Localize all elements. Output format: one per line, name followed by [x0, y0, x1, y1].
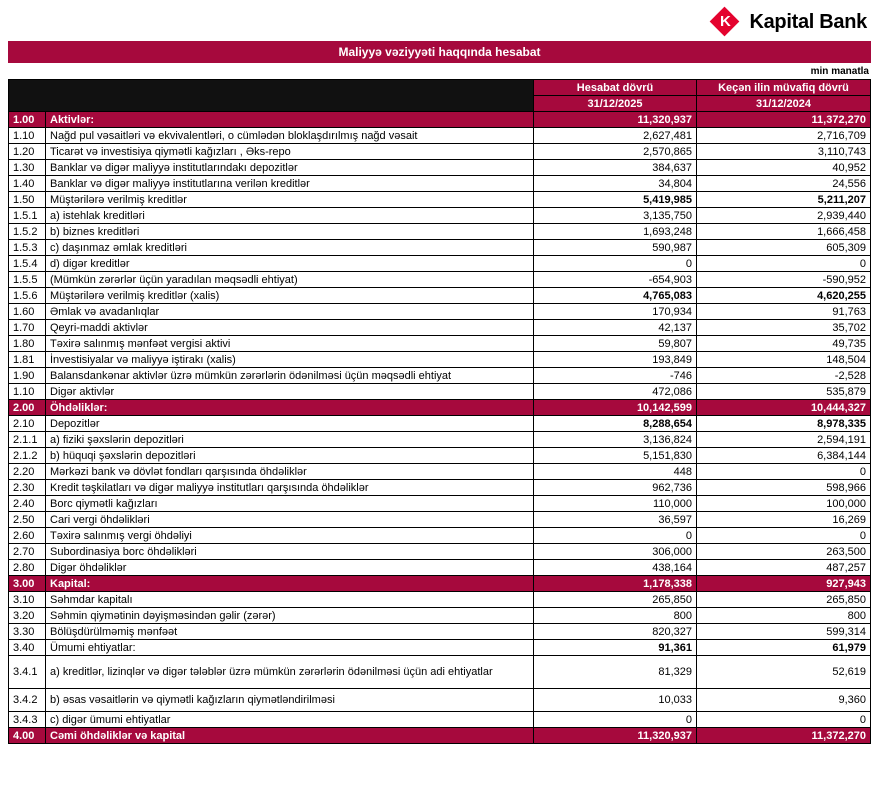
row-code: 1.5.3 — [9, 240, 46, 256]
row-code: 1.90 — [9, 368, 46, 384]
row-value-current: 10,142,599 — [534, 400, 697, 416]
row-name: Subordinasiya borc öhdəlikləri — [46, 544, 534, 560]
row-name: Nağd pul vəsaitləri və ekvivalentləri, o cümlədən bloklaşdırılmış nağd vəsait — [46, 128, 534, 144]
row-value-previous: 6,384,144 — [697, 448, 871, 464]
row-name: c) digər ümumi ehtiyatlar — [46, 712, 534, 728]
row-value-previous: 0 — [697, 528, 871, 544]
table-row — [9, 304, 871, 320]
row-name: Cəmi öhdəliklər və kapital — [46, 728, 534, 744]
table-row — [9, 640, 871, 656]
unit-note: min manatla — [810, 66, 869, 77]
row-code: 3.40 — [9, 640, 46, 656]
row-code: 1.80 — [9, 336, 46, 352]
row-value-previous: 61,979 — [697, 640, 871, 656]
row-code: 2.70 — [9, 544, 46, 560]
row-code: 1.10 — [9, 128, 46, 144]
table-row — [9, 608, 871, 624]
row-value-current: 590,987 — [534, 240, 697, 256]
row-code: 3.00 — [9, 576, 46, 592]
row-code: 2.30 — [9, 480, 46, 496]
row-name: Bölüşdürülməmiş mənfəət — [46, 624, 534, 640]
row-code: 1.10 — [9, 384, 46, 400]
row-value-previous: 100,000 — [697, 496, 871, 512]
table-row — [9, 144, 871, 160]
row-name: Əmlak və avadanlıqlar — [46, 304, 534, 320]
row-value-previous: 16,269 — [697, 512, 871, 528]
row-value-previous: 0 — [697, 464, 871, 480]
row-name: Ticarət və investisiya qiymətli kağızları , Əks-repo — [46, 144, 534, 160]
row-name: Mərkəzi bank və dövlət fondları qarşısında öhdəliklər — [46, 464, 534, 480]
row-value-current: 4,765,083 — [534, 288, 697, 304]
table-row — [9, 224, 871, 240]
row-value-previous: 40,952 — [697, 160, 871, 176]
row-value-previous: 265,850 — [697, 592, 871, 608]
row-code: 1.5.6 — [9, 288, 46, 304]
row-value-current: 800 — [534, 608, 697, 624]
table-row — [9, 576, 871, 592]
col-header-previous-date: 31/12/2024 — [697, 96, 871, 112]
row-name: b) biznes kreditləri — [46, 224, 534, 240]
row-value-previous: 11,372,270 — [697, 728, 871, 744]
row-name: c) daşınmaz əmlak kreditləri — [46, 240, 534, 256]
table-row — [9, 176, 871, 192]
row-value-previous: 11,372,270 — [697, 112, 871, 128]
row-name: Digər aktivlər — [46, 384, 534, 400]
row-code: 2.20 — [9, 464, 46, 480]
table-row — [9, 160, 871, 176]
row-value-previous: 5,211,207 — [697, 192, 871, 208]
report-title: Maliyyə vəziyyəti haqqında hesabat — [338, 45, 541, 59]
table-row — [9, 352, 871, 368]
row-code: 3.4.2 — [9, 689, 46, 712]
row-value-current: 91,361 — [534, 640, 697, 656]
row-code: 1.40 — [9, 176, 46, 192]
row-name: d) digər kreditlər — [46, 256, 534, 272]
row-value-previous: 599,314 — [697, 624, 871, 640]
row-value-current: 820,327 — [534, 624, 697, 640]
table-row — [9, 272, 871, 288]
table-row — [9, 432, 871, 448]
row-value-current: 34,804 — [534, 176, 697, 192]
row-value-previous: 927,943 — [697, 576, 871, 592]
col-header-current-period: Hesabat dövrü — [534, 80, 697, 96]
row-value-current: 2,627,481 — [534, 128, 697, 144]
row-code: 2.80 — [9, 560, 46, 576]
row-value-previous: 1,666,458 — [697, 224, 871, 240]
row-value-current: 265,850 — [534, 592, 697, 608]
row-value-current: 42,137 — [534, 320, 697, 336]
row-value-current: 0 — [534, 712, 697, 728]
table-row — [9, 712, 871, 728]
row-name: Kapital: — [46, 576, 534, 592]
table-row — [9, 288, 871, 304]
table-header-row-period — [9, 80, 871, 96]
row-code: 3.30 — [9, 624, 46, 640]
row-name: Öhdəliklər: — [46, 400, 534, 416]
table-row — [9, 112, 871, 128]
table-row — [9, 656, 871, 689]
row-code: 1.30 — [9, 160, 46, 176]
row-value-current: -746 — [534, 368, 697, 384]
table-row — [9, 592, 871, 608]
row-value-current: 0 — [534, 528, 697, 544]
row-value-current: 81,329 — [534, 656, 697, 689]
table-row — [9, 208, 871, 224]
row-code: 1.5.2 — [9, 224, 46, 240]
row-value-previous: 4,620,255 — [697, 288, 871, 304]
row-value-current: 36,597 — [534, 512, 697, 528]
row-code: 1.00 — [9, 112, 46, 128]
row-value-current: 472,086 — [534, 384, 697, 400]
row-name: b) hüquqi şəxslərin depozitləri — [46, 448, 534, 464]
row-name: Banklar və digər maliyyə institutlarındakı depozitlər — [46, 160, 534, 176]
row-value-current: 3,136,824 — [534, 432, 697, 448]
table-row — [9, 192, 871, 208]
row-value-previous: 2,594,191 — [697, 432, 871, 448]
row-code: 1.5.1 — [9, 208, 46, 224]
row-code: 3.10 — [9, 592, 46, 608]
row-value-previous: -2,528 — [697, 368, 871, 384]
row-value-current: 0 — [534, 256, 697, 272]
report-title-bar — [8, 41, 871, 63]
row-code: 1.5.5 — [9, 272, 46, 288]
row-value-previous: 24,556 — [697, 176, 871, 192]
row-name: Səhmdar kapitalı — [46, 592, 534, 608]
row-code: 4.00 — [9, 728, 46, 744]
row-code: 3.20 — [9, 608, 46, 624]
row-value-previous: 3,110,743 — [697, 144, 871, 160]
table-row — [9, 320, 871, 336]
row-value-previous: 598,966 — [697, 480, 871, 496]
row-name: Təxirə salınmış vergi öhdəliyi — [46, 528, 534, 544]
row-name: a) kreditlər, lizinqlər və digər tələblər üzrə mümkün zərərlərin ödənilməsi üçün adi ehtiyatlar — [46, 656, 534, 689]
table-corner-cell — [9, 80, 534, 112]
kapital-bank-diamond-icon — [710, 7, 740, 37]
row-value-current: 110,000 — [534, 496, 697, 512]
row-value-previous: 8,978,335 — [697, 416, 871, 432]
row-name: Cari vergi öhdəlikləri — [46, 512, 534, 528]
table-row — [9, 528, 871, 544]
row-code: 2.10 — [9, 416, 46, 432]
table-row — [9, 624, 871, 640]
row-value-current: 59,807 — [534, 336, 697, 352]
row-code: 1.20 — [9, 144, 46, 160]
col-header-previous-period: Keçən ilin müvafiq dövrü — [697, 80, 871, 96]
row-value-previous: 10,444,327 — [697, 400, 871, 416]
row-code: 2.1.1 — [9, 432, 46, 448]
table-row — [9, 336, 871, 352]
row-code: 2.50 — [9, 512, 46, 528]
table-row — [9, 400, 871, 416]
row-name: Digər öhdəliklər — [46, 560, 534, 576]
row-code: 2.00 — [9, 400, 46, 416]
row-name: İnvestisiyalar və maliyyə iştirakı (xalis) — [46, 352, 534, 368]
table-row — [9, 560, 871, 576]
row-value-previous: 49,735 — [697, 336, 871, 352]
row-code: 2.60 — [9, 528, 46, 544]
col-header-current-date: 31/12/2025 — [534, 96, 697, 112]
row-value-previous: 9,360 — [697, 689, 871, 712]
bank-name: Kapital Bank — [749, 10, 867, 33]
row-code: 1.60 — [9, 304, 46, 320]
row-name: Banklar və digər maliyyə institutlarına verilən kreditlər — [46, 176, 534, 192]
row-code: 1.70 — [9, 320, 46, 336]
row-name: Aktivlər: — [46, 112, 534, 128]
row-name: Müştərilərə verilmiş kreditlər (xalis) — [46, 288, 534, 304]
row-code: 3.4.3 — [9, 712, 46, 728]
row-name: Kredit təşkilatları və digər maliyyə institutları qarşısında öhdəliklər — [46, 480, 534, 496]
table-row — [9, 512, 871, 528]
row-name: Depozitlər — [46, 416, 534, 432]
row-value-current: 1,178,338 — [534, 576, 697, 592]
row-value-previous: 605,309 — [697, 240, 871, 256]
table-row — [9, 416, 871, 432]
row-value-previous: 535,879 — [697, 384, 871, 400]
table-row — [9, 464, 871, 480]
row-value-current: 962,736 — [534, 480, 697, 496]
row-value-previous: 2,939,440 — [697, 208, 871, 224]
table-row — [9, 728, 871, 744]
row-value-current: -654,903 — [534, 272, 697, 288]
financial-table — [8, 79, 871, 744]
row-code: 2.1.2 — [9, 448, 46, 464]
table-row — [9, 368, 871, 384]
table-row — [9, 448, 871, 464]
row-value-current: 11,320,937 — [534, 112, 697, 128]
row-value-previous: 35,702 — [697, 320, 871, 336]
row-code: 1.50 — [9, 192, 46, 208]
table-row — [9, 384, 871, 400]
logo-letter: K — [720, 13, 731, 31]
row-value-current: 1,693,248 — [534, 224, 697, 240]
row-code: 2.40 — [9, 496, 46, 512]
row-value-current: 306,000 — [534, 544, 697, 560]
row-name: (Mümkün zərərlər üçün yaradılan məqsədli ehtiyat) — [46, 272, 534, 288]
table-row — [9, 240, 871, 256]
row-value-previous: -590,952 — [697, 272, 871, 288]
row-value-current: 11,320,937 — [534, 728, 697, 744]
row-value-previous: 148,504 — [697, 352, 871, 368]
row-value-current: 448 — [534, 464, 697, 480]
kapital-bank-logo — [710, 7, 867, 37]
row-code: 1.5.4 — [9, 256, 46, 272]
row-value-current: 170,934 — [534, 304, 697, 320]
row-code: 1.81 — [9, 352, 46, 368]
table-row — [9, 496, 871, 512]
row-value-previous: 91,763 — [697, 304, 871, 320]
row-name: Səhmin qiymətinin dəyişməsindən gəlir (zərər) — [46, 608, 534, 624]
row-value-previous: 263,500 — [697, 544, 871, 560]
table-row — [9, 480, 871, 496]
row-name: Ümumi ehtiyatlar: — [46, 640, 534, 656]
row-name: Təxirə salınmış mənfəət vergisi aktivi — [46, 336, 534, 352]
financial-table-body — [9, 112, 871, 744]
row-name: Qeyri-maddi aktivlər — [46, 320, 534, 336]
row-value-previous: 52,619 — [697, 656, 871, 689]
table-row — [9, 544, 871, 560]
row-value-previous: 487,257 — [697, 560, 871, 576]
row-value-current: 3,135,750 — [534, 208, 697, 224]
table-row — [9, 256, 871, 272]
row-value-current: 438,164 — [534, 560, 697, 576]
row-value-previous: 2,716,709 — [697, 128, 871, 144]
row-value-current: 5,419,985 — [534, 192, 697, 208]
row-name: a) fiziki şəxslərin depozitləri — [46, 432, 534, 448]
table-row — [9, 689, 871, 712]
row-name: b) əsas vəsaitlərin və qiymətli kağızların qiymətləndirilməsi — [46, 689, 534, 712]
financial-table-head — [9, 80, 871, 112]
row-value-current: 5,151,830 — [534, 448, 697, 464]
row-value-current: 10,033 — [534, 689, 697, 712]
row-value-previous: 800 — [697, 608, 871, 624]
row-code: 3.4.1 — [9, 656, 46, 689]
row-value-current: 384,637 — [534, 160, 697, 176]
row-value-current: 2,570,865 — [534, 144, 697, 160]
row-name: Borc qiymətli kağızları — [46, 496, 534, 512]
row-value-current: 193,849 — [534, 352, 697, 368]
row-name: Müştərilərə verilmiş kreditlər — [46, 192, 534, 208]
row-name: Balansdankənar aktivlər üzrə mümkün zərərlərin ödənilməsi üçün məqsədli ehtiyat — [46, 368, 534, 384]
row-value-current: 8,288,654 — [534, 416, 697, 432]
row-value-previous: 0 — [697, 256, 871, 272]
row-name: a) istehlak kreditləri — [46, 208, 534, 224]
report-header — [8, 5, 871, 39]
table-row — [9, 128, 871, 144]
row-value-previous: 0 — [697, 712, 871, 728]
